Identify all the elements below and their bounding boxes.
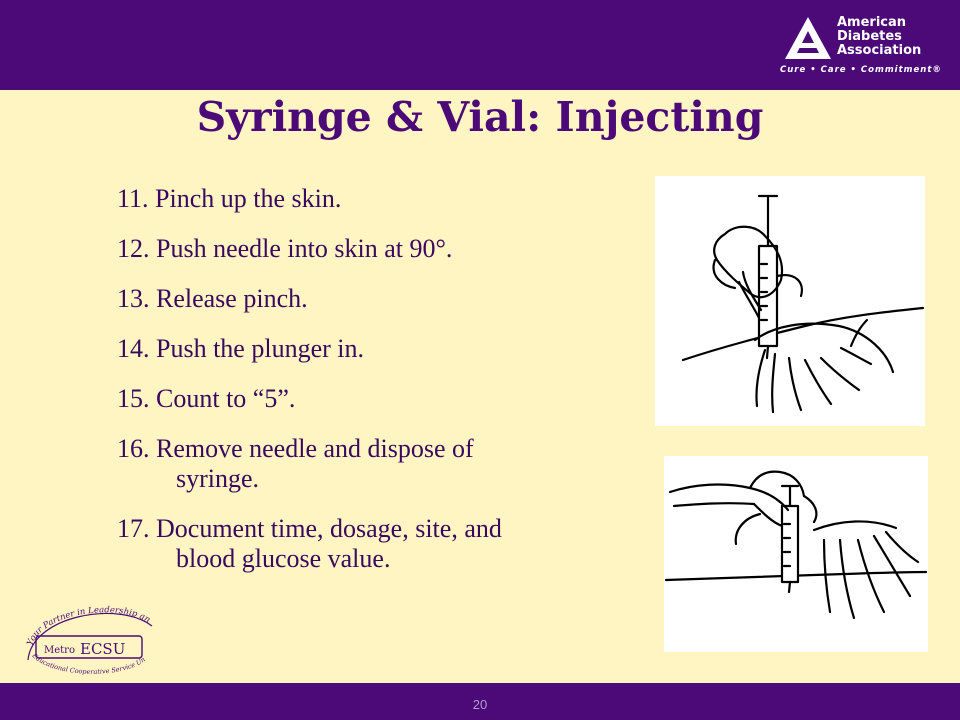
metro-ecsu-logo (22, 600, 154, 682)
steps-list (117, 184, 657, 594)
step-text: 16. Remove needle and dispose of (117, 434, 474, 463)
step-text: 15. Count to “5”. (117, 384, 296, 413)
step-item (117, 284, 657, 314)
injection-pinch-illustration (655, 176, 925, 426)
step-item (117, 434, 657, 494)
slide-title: Syringe & Vial: Injecting (196, 93, 764, 141)
ecsu-subtitle: Educational Cooperative Service Un (30, 651, 147, 676)
step-continuation: blood glucose value. (176, 544, 391, 573)
step-item (117, 384, 657, 414)
step-text: 11. Pinch up the skin. (117, 184, 342, 213)
ecsu-name-small: Metro (44, 645, 75, 656)
step-item (117, 234, 657, 264)
ada-tagline: Cure • Care • Commitment® (780, 65, 942, 75)
step-text: 12. Push needle into skin at 90°. (117, 234, 453, 263)
ecsu-name-big: ECSU (80, 640, 126, 658)
step-item (117, 184, 657, 214)
injection-plunger-illustration (664, 456, 928, 652)
step-text: 13. Release pinch. (117, 284, 308, 313)
ada-triangle-icon (785, 17, 831, 59)
step-text: 17. Document time, dosage, site, and (117, 514, 502, 543)
step-item (117, 334, 657, 364)
page-number: 20 (472, 697, 488, 712)
step-text: 14. Push the plunger in. (117, 334, 364, 363)
ada-logo (780, 14, 955, 84)
ecsu-arc-text: Your Partner in Leadership an (25, 605, 152, 648)
step-item (117, 514, 657, 574)
step-continuation: syringe. (176, 464, 260, 493)
ada-org-name: American Diabetes Association (837, 15, 922, 58)
